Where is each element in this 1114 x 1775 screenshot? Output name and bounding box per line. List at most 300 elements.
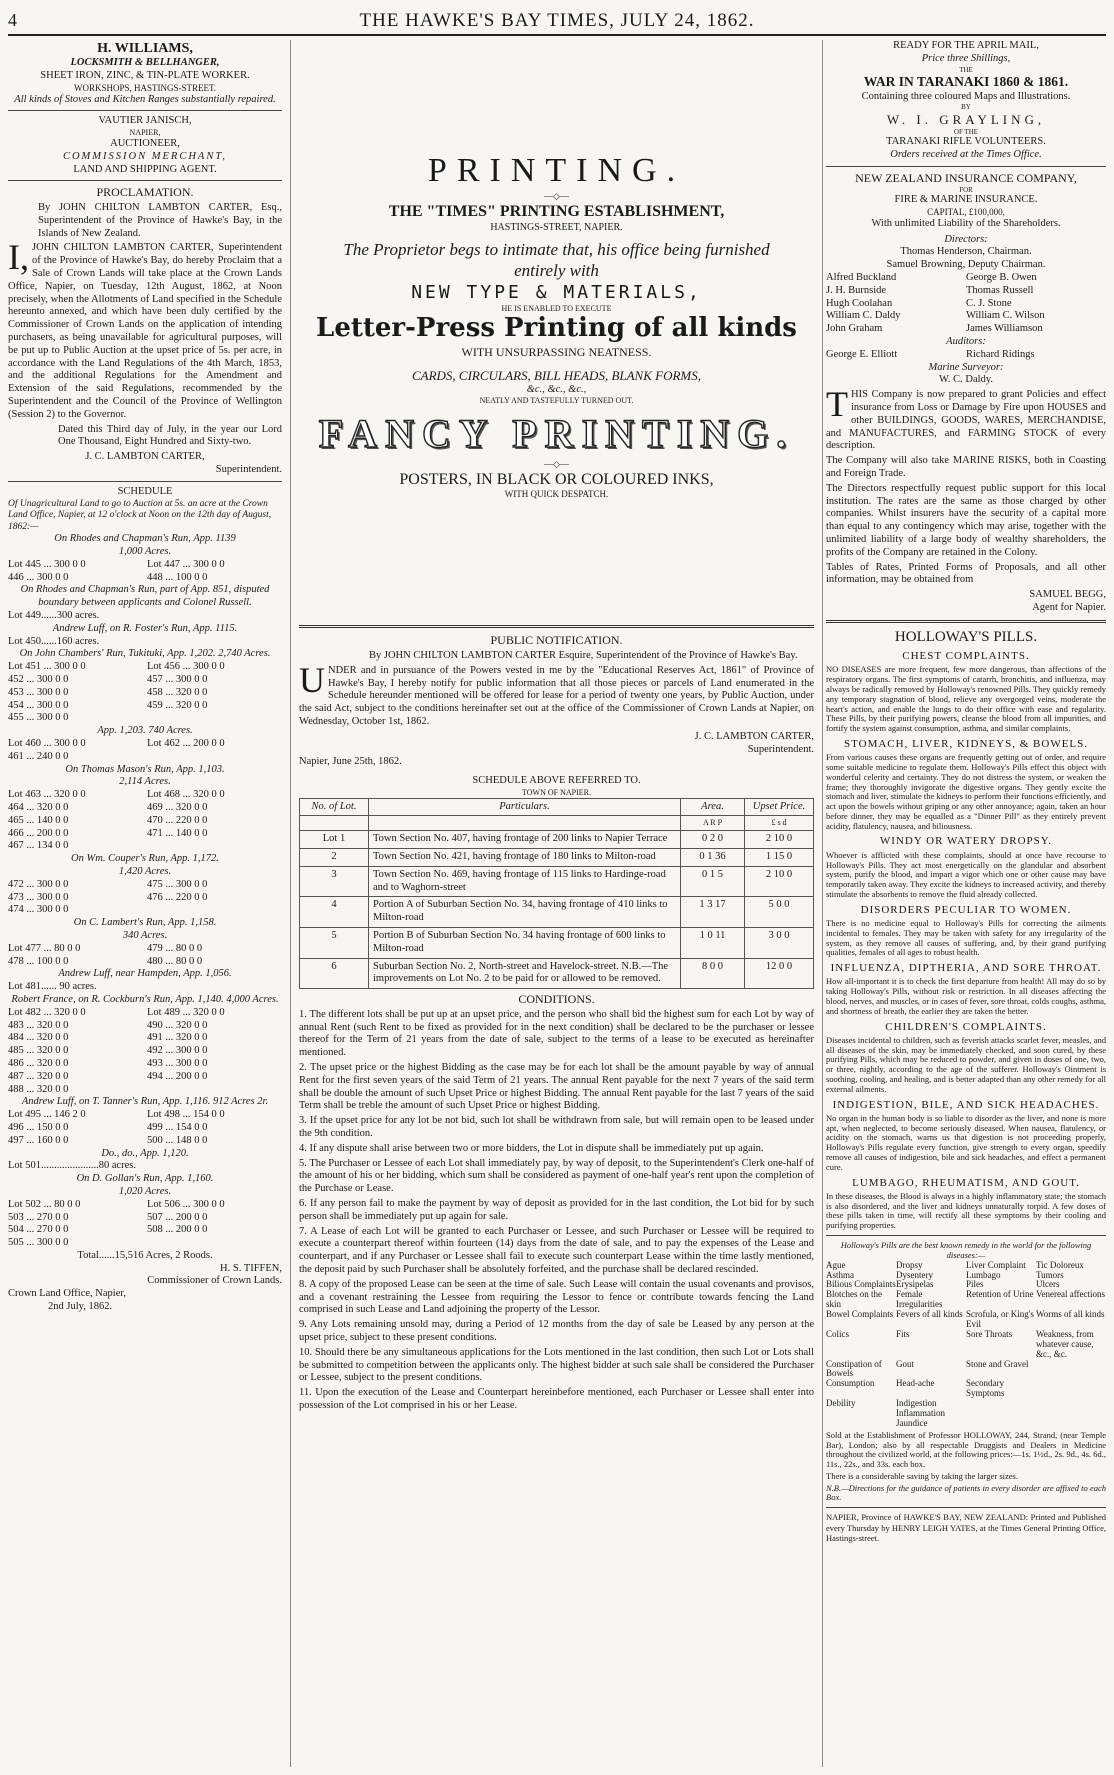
printing-establishment: THE "TIMES" PRINTING ESTABLISHMENT, [388,203,725,221]
disease-item: Erysipelas [896,1279,934,1290]
disease-item: Worms of all kinds [1036,1309,1105,1320]
lot-entry: 469 ... 320 0 0 [147,802,208,813]
lot-entry: Lot 460 ... 300 0 0 [8,738,86,750]
notification-place: Napier, June 25th, 1862. [299,756,402,768]
proclamation-body: I, JOHN CHILTON LAMBTON CARTER, Superintendent of the Province of Hawke's Bay, do hereby Proclaim that a Sale of Crown Lands will take place at the Crown Lands Office, Napier, on Tuesday, 12th August, 1862, at Noon precisely, when the Allotments of Land specified in the Schedule hereunto annexed, and which have been duly certified by the Commissioner of Crown Lands on the application of intending purchasers, as being unavailable for agricultural purposes, will be put up to Public Auction at the upset price of 5s. per acre, in accordance with the Land Regulations of the 4th March, 1853, and the additional Regulations for the Amendment and Extension of the said Regulations, recommended by the Superintendent and the Council of the Province of Wellington (Session 2) to the Governor. [8,237,282,420]
lot-entry: 459 ... 320 0 0 [147,699,208,711]
disease-item [966,1419,1036,1429]
condition: 9. Any Lots remaining unsold may, during a Period of 12 months from the day of sale be Leased by any person at the upset price, subject to these present conditions. [299,1319,814,1343]
notification-title: PUBLIC NOTIFICATION. [490,633,623,648]
condition: 8. A copy of the proposed Lease can be seen at the time of sale. Such Lease will contain the usual covenants and provisos, and a covenant restraining the Lessee from requiring the Lessor to fence or contribute towards fencing the Land comprised in such Lease and Land adjoining the property of the Lessor. [299,1278,814,1316]
disease-item: Indigestion [896,1398,937,1409]
holloway-advert [826,628,1106,1503]
war-author: W. I. GRAYLING, [886,111,1046,127]
lot-entry: 472 ... 300 0 0 [8,878,69,890]
run-heading: On C. Lambert's Run, App. 1,158. [73,917,217,929]
janisch-advert [8,115,282,176]
lot-price: 12 0 0 [745,958,814,989]
lot-entry [147,751,282,764]
lot-entry: 480 ... 80 0 0 [147,955,203,967]
run-lots [8,559,282,585]
unit-area: A R P [681,816,745,831]
lot-entry: 491 ... 320 0 0 [147,1032,208,1044]
lot-area: 1 0 11 [681,927,745,958]
lot-particulars: Town Section No. 469, having frontage of 115 links to Hardinge-road and to Waghorn-street [369,866,681,897]
lot-entry: 494 ... 200 0 0 [147,1070,208,1082]
holloway-text: From various causes these organs are frequently getting out of order, and require some suitable medicine to regulate them. Holloway's Pills effect this object with wonderful celerity and certainty. They do not distress the system, or weaken the frame; they thoroughly invigorate the digestive organs. They gently excite the stomach and liver, stimulate the kidneys to perform their functions efficiently, and act upon the bowels without griping or any other annoyance; again, taken an hour before dinner, they may be equalled as a "Dinner Pill" as they entirely prevent acidity, flatulency, nausea, and biliousness. [826,752,1106,831]
lot-entry: 485 ... 320 0 0 [8,1045,69,1057]
holloway-text: How all-important it is to check the first departure from health! All may do so by taking Holloway's Pills, without risk or restriction. In all diseases affecting the blood, nerves, and muscles, or in cases of fever, sore throat, colds coughs, asthma, and shortness of breath, the earlier they are taken the better. [826,976,1106,1016]
lot-entry [147,1237,282,1250]
lot-entry: 488 ... 320 0 0 [8,1083,69,1095]
williams-trade-2: SHEET IRON, ZINC, & TIN-PLATE WORKER. [40,69,250,81]
run-heading: Andrew Luff, on R. Foster's Run, App. 1115. [52,622,238,634]
run-lots [8,1109,282,1147]
run-heading: App. 1,203. 740 Acres. [97,725,193,737]
lot-entry: Lot 450......160 acres. [8,635,100,647]
condition: 11. Upon the execution of the Lease and Counterpart hereinbefore mentioned, each Purchaser or Lessee shall enter into possession of the Lot comprised in his or her Lease. [299,1387,814,1411]
proclamation-signature: J. C. LAMBTON CARTER, [85,451,205,463]
disease-item: Retention of Urine [966,1289,1034,1300]
col-area: Area. [681,798,745,816]
director-name: John Graham [826,323,883,335]
insurance-surveyor: W. C. Daldy. [938,374,994,386]
lot-particulars: Town Section No. 407, having frontage of 200 links to Napier Terrace [369,831,681,849]
run-lots [8,738,282,764]
lot-price: 3 0 0 [745,927,814,958]
war-of: OF THE [953,127,979,136]
lot-entry: 467 ... 134 0 0 [8,840,69,852]
disease-item: Jaundice [896,1417,928,1428]
disease-item [966,1409,1036,1419]
lot-entry: 453 ... 300 0 0 [8,686,69,698]
holloway-heading: WINDY OR WATERY DROPSY. [879,835,1053,848]
run-heading: On D. Gollan's Run, App. 1,160. [76,1173,214,1185]
lot-entry: Lot 449......300 acres. [8,610,100,622]
lot-entry: Lot 477 ... 80 0 0 [8,942,81,954]
run-lots [8,789,282,853]
disease-item: Venereal affections [1036,1289,1106,1300]
run-heading: On Thomas Mason's Run, App. 1,103. [65,763,225,775]
lot-entry: Lot 482 ... 320 0 0 [8,1006,86,1018]
insurance-auditors-title: Auditors: [946,336,986,347]
lot-entry: 484 ... 320 0 0 [8,1032,69,1044]
lot-entry: 505 ... 300 0 0 [8,1237,69,1249]
disease-item [1036,1409,1106,1419]
insurance-agent-role: Agent for Napier. [1032,601,1106,613]
lot-entry [147,1084,282,1097]
lot-area: 0 1 36 [681,849,745,867]
lot-area: 0 1 5 [681,866,745,897]
director-name: George B. Owen [966,272,1037,284]
disease-item: Tumors [1036,1269,1064,1280]
director-name: Hugh Coolahan [826,297,893,309]
notification-schedule-sub: TOWN OF NAPIER. [522,787,591,797]
schedule-runs [8,533,282,1250]
run-acres: 340 Acres. [122,929,168,941]
williams-name: H. WILLIAMS, [97,41,193,56]
schedule-total: Total......15,516 Acres, 2 Roods. [77,1249,213,1261]
lot-entry [147,840,282,853]
director-name: Thomas Russell [966,284,1034,296]
insurance-chair: Thomas Henderson, Chairman. [900,246,1032,258]
run-heading: Do., do., App. 1,120. [101,1147,189,1159]
notification-body: UNDER and in pursuance of the Powers vested in me by the "Educational Reserves Act, 1861" of Province of Hawke's Bay, I hereby notify for public information that all those pieces or parcels of Land enumerated in the Schedule hereunder mentioned will be offered for lease for a period of twenty one years, by Public Auction, under the said Act, subject to the conditions hereinafter set out at the office of the Commissioner of Crown Lands at Napier, on Wednesday, October 1st, 1862. [299,659,814,727]
lot-entry: 455 ... 300 0 0 [8,712,69,724]
condition: 10. Should there be any simultaneous applications for the Lots mentioned in the last condition, then such Lot or Lots shall be submitted to competition between the applicants only. The highest bidder at such sale shall be considered the Purchaser or Lessee, subject to the present conditions. [299,1346,814,1384]
lot-entry: 483 ... 320 0 0 [8,1019,69,1031]
lot-entry: Lot 445 ... 300 0 0 [8,558,86,570]
insurance-deputy: Samuel Browning, Deputy Chairman. [886,259,1046,271]
col-particulars: Particulars. [369,798,681,816]
conditions-title: CONDITIONS. [518,992,595,1007]
disease-item: Gout [896,1358,914,1369]
lot-entry: 479 ... 80 0 0 [147,942,203,954]
director-name: C. J. Stone [966,297,1012,309]
war-price: Price three Shillings, [921,52,1011,64]
disease-item: Consumption [826,1378,875,1389]
notification-byline: By JOHN CHILTON LAMBTON CARTER Esquire, Superintendent of the Province of Hawke's Bay. [369,649,798,661]
schedule-office: Crown Land Office, Napier, [8,1288,127,1300]
insurance-p1: THIS Company is now prepared to grant Policies and effect insurance from Loss or Damage by Fire upon HOUSES and other BUILDINGS, GOODS, WARES, MERCHANDISE, and MANUFACTURES, and FARMING STOCK of every description. [826,384,1106,452]
war-orders: Orders received at the Times Office. [890,149,1042,161]
disease-item [1036,1419,1106,1429]
insurance-agent: SAMUEL BEGG, [1029,589,1106,601]
williams-address: WORKSHOPS, HASTINGS-STREET. [73,82,217,93]
proclamation-dated: Dated this Third day of July, in the year our Lord One Thousand, Eight Hundred and Sixty-two. [58,423,282,448]
printing-etc: &c., &c., &c., [526,383,587,395]
conditions-list [299,1009,814,1413]
printing-advert: PRINTING. —◇— THE "TIMES" PRINTING ESTABLISHMENT, HASTINGS-STREET, NAPIER. The Proprietor begs to intimate that, his office being furnished entirely with NEW TYPE & MATERIALS, HE IS ENABLED TO EXECUTE Letter-Press Printing of all kinds WITH UNSURPASSING NEATNESS. CARDS, CIRCULARS, BILL HEADS, BLANK FORMS, &c., &c., &c., NEATLY AND TASTEFULLY TURNED OUT. FANCY PRINTING. —◇— POSTERS, IN BLACK OR COLOURED INKS, WITH QUICK DESPATCH. [299,150,814,500]
holloway-heading: INFLUENZA, DIPTHERIA, AND SORE THROAT. [830,962,1102,975]
lot-number: Lot 1 [300,831,369,849]
disease-item [1036,1360,1106,1380]
janisch-town: NAPIER, [129,128,161,138]
run-heading: On Rhodes and Chapman's Run, App. 1139 [54,533,236,545]
lot-number: 2 [300,849,369,867]
lot-area: 8 0 0 [681,958,745,989]
page-number: 4 [8,10,17,30]
williams-note: All kinds of Stoves and Kitchen Ranges substantially repaired. [14,93,276,105]
lot-entry: Lot 498 ... 154 0 0 [147,1109,225,1121]
notification-sig-role: Superintendent. [747,743,814,755]
auditor-name: George E. Elliott [826,348,898,360]
printing-letterpress: Letter-Press Printing of all kinds [316,313,797,344]
lot-entry: 492 ... 300 0 0 [147,1045,208,1057]
lot-entry: Lot 447 ... 300 0 0 [147,558,225,570]
schedule-date: 2nd July, 1862. [48,1301,113,1313]
disease-item: Asthma [826,1269,854,1280]
disease-item [826,1409,896,1419]
lot-particulars: Town Section No. 421, having frontage of 180 links to Milton-road [369,849,681,867]
column-left [8,40,282,1767]
lot-entry: Lot 495 ... 146 2 0 [8,1109,86,1121]
holloway-text: Whoever is afflicted with these complaints, should at once have recourse to Holloway's Pills. They act most energetically on the glandular and absorbent system, purify the blood, and impart a vigor which one or other cause may have temporarily taken away. They excite the kidneys to increased activity, and thereby stimulate the absorbents to remove the fluid already collected. [826,849,1106,899]
lot-entry: 461 ... 240 0 0 [8,750,69,762]
lot-entry: Lot 451 ... 300 0 0 [8,661,86,673]
war-contains: Containing three coloured Maps and Illustrations. [861,90,1071,102]
lot-entry: Lot 502 ... 80 0 0 [8,1198,81,1210]
lot-entry: Lot 462 ... 200 0 0 [147,738,225,750]
disease-item: Fits [896,1328,910,1339]
director-name: J. H. Burnside [826,284,887,296]
janisch-role-3: LAND AND SHIPPING AGENT. [73,163,217,175]
williams-advert [8,40,282,106]
condition: 6. If any person fail to make the payment by way of deposit as provided for in the last condition, the Lot bid for by such person shall be immediately put up again for sale. [299,1197,814,1222]
holloway-sold: Sold at the Establishment of Professor HOLLOWAY, 244, Strand, (near Temple Bar), London; also by all respectable Druggists and Dealers in Medicine throughout the civilized world, at the following prices:—1s. 1½d., 2s. 9d., 4s. 6d., 11s., 22s., and 33s. each box. [826,1429,1106,1470]
lot-entry: 464 ... 320 0 0 [8,802,69,813]
run-lots [8,981,282,994]
diseases-grid [826,1261,1106,1429]
disease-item [826,1419,896,1429]
disease-item [966,1399,1036,1409]
lot-entry: 471 ... 140 0 0 [147,827,208,839]
disease-item: Piles [966,1279,984,1290]
schedule-signature: H. S. TIFFEN, [220,1262,282,1274]
lot-entry: 478 ... 100 0 0 [8,955,69,967]
disease-item: Bilious Complaints [826,1279,896,1290]
lot-entry [147,904,282,917]
condition: 2. The upset price or the highest Bidding as the case may be for each lot shall be the amount payable by way of annual Rent for the first seven years of the said Term of 21 years. The annual Rent payable for the next 7 years of the said term shall be double the amount of such Upset Price or highest Bidding. The annual Rent payable for the last 7 years of the said Term shall be treble the amount of such Upset Price or highest Bidding. [299,1061,814,1112]
insurance-surveyor-title: Marine Surveyor: [928,361,1004,373]
lot-entry: Lot 489 ... 320 0 0 [147,1006,225,1018]
holloway-text: Diseases incidental to children, such as feverish attacks scarlet fever, measles, and all diseases of the skin, may be immediately checked, and soon cured, by these purifying Pills, which may be reduced to powder, and given in doses of one, two, or three, nightly, according to the age of the sufferer. Holloway's Ointment is soothing, cooling, and healing, and is better adapted than any other remedy for all external ailments. [826,1034,1106,1094]
disease-item: Scrofula, or King's Evil [966,1309,1034,1330]
printing-tasteful: NEATLY AND TASTEFULLY TURNED OUT. [479,396,634,406]
printing-address: HASTINGS-STREET, NAPIER. [490,221,623,233]
lot-entry: 470 ... 220 0 0 [147,814,208,826]
disease-item: Stone and Gravel [966,1358,1029,1369]
holloway-heading: DISORDERS PECULIAR TO WOMEN. [860,903,1072,916]
condition: 3. If the upset price for any lot be not bid, such lot shall be withdrawn from sale, but will remain open to be leased under the 9th condition. [299,1115,814,1139]
run-lots [8,661,282,725]
war-ready: READY FOR THE APRIL MAIL, [893,40,1039,51]
disease-item: Weakness, from whatever cause, &c., &c. [1036,1328,1094,1359]
lot-particulars: Suburban Section No. 2, North-street and Havelock-street. N.B.—The improvements on Lot No. 2 to be paid for or allowed to be removed. [369,958,681,989]
lot-entry: 466 ... 200 0 0 [8,827,69,839]
condition: 5. The Purchaser or Lessee of each Lot shall immediately pay, by way of deposit, to the Superintendent's Clerk one-half of the amount of his or her bidding, which sum shall be considered as payment of one-half year's rent upon the completion of the Purchase or Lease. [299,1157,814,1195]
holloway-heading: LUMBAGO, RHEUMATISM, AND GOUT. [852,1176,1080,1189]
run-heading: On Wm. Couper's Run, App. 1,172. [71,853,219,865]
unit-price: £ s d [745,816,814,831]
lot-entry: 486 ... 320 0 0 [8,1057,69,1069]
table-row [300,897,814,928]
war-the: THE [959,65,973,74]
disease-item: Bowel Complaints [826,1309,894,1320]
lot-entry: 503 ... 270 0 0 [8,1211,69,1223]
lot-entry: 458 ... 320 0 0 [147,686,208,698]
run-heading: On John Chambers' Run, Tukituki, App. 1,202. 2,740 Acres. [19,648,271,660]
disease-item: Tic Doloreux [1036,1259,1084,1270]
director-name: William C. Wilson [966,310,1045,322]
disease-item: Blotches on the skin [826,1289,882,1310]
proclamation-sig-role: Superintendent. [215,463,282,475]
williams-trade: LOCKSMITH & BELLHANGER, [70,57,220,69]
printing-cards: CARDS, CIRCULARS, BILL HEADS, BLANK FORMS, [411,367,701,383]
lots-table [299,798,814,990]
insurance-kind: FIRE & MARINE INSURANCE. [894,194,1038,206]
table-row [300,958,814,989]
director-name: James Williamson [966,323,1043,335]
col-price: Upset Price. [745,798,814,816]
lot-entry: 474 ... 300 0 0 [8,904,69,916]
disease-item: Head-ache [896,1378,935,1389]
disease-item: Debility [826,1398,856,1409]
printing-neatness: WITH UNSURPASSING NEATNESS. [461,345,652,360]
printing-enabled: HE IS ENABLED TO EXECUTE [501,303,612,313]
lot-particulars: Portion A of Suburban Section No. 34, having frontage of 410 links to Milton-road [369,897,681,928]
lot-entry: 465 ... 140 0 0 [8,814,69,826]
lot-entry: 508 ... 200 0 0 [147,1224,208,1236]
masthead [8,8,1106,36]
director-name: William C. Daldy [826,310,901,322]
lot-entry: 507 ... 200 0 0 [147,1211,208,1223]
printing-title: PRINTING. [427,152,686,189]
directors-list [826,272,1106,336]
run-lots [8,1007,282,1097]
col-lot: No. of Lot. [300,798,369,816]
lot-entry: Lot 456 ... 300 0 0 [147,661,225,673]
lot-area: 0 2 0 [681,831,745,849]
notification-signature: J. C. LAMBTON CARTER, [694,730,814,742]
war-by: BY [961,103,971,112]
janisch-role: AUCTIONEER, [110,137,180,149]
lot-entry: 490 ... 320 0 0 [147,1019,208,1031]
proclamation-byline: By JOHN CHILTON LAMBTON CARTER, Esq., Superintendent of the Province of Hawke's Bay, in the Islands of New Zealand. [38,202,282,239]
table-row [300,849,814,867]
insurance-p2: The Company will also take MARINE RISKS, both in Coasting and Foreign Trade. [826,455,1106,479]
holloway-list-intro: Holloway's Pills are the best known remedy in the world for the following diseases:— [840,1239,1092,1261]
run-acres: 2,114 Acres. [119,776,171,788]
table-row [300,831,814,849]
condition: 4. If any dispute shall arise between two or more bidders, the Lot in dispute shall be immediately put up again. [299,1142,764,1154]
run-lots [8,1160,282,1173]
lot-entry: 452 ... 300 0 0 [8,674,69,686]
column-right [826,40,1106,1767]
lot-entry: 499 ... 154 0 0 [147,1121,208,1133]
lot-price: 2 10 0 [745,831,814,849]
run-lots [8,943,282,969]
insurance-title: NEW ZEALAND INSURANCE COMPANY, [855,170,1077,185]
insurance-p3: The Directors respectfully request public support for this local institution. The rates are the same as those charged by other companies. Whilst insurers have the security of a capital more than equal to any contingency which may arise, together with the unlimited liability of a large body of wealthy shareholders, the profits of the Company are retained in the Colony. [826,482,1106,558]
holloway-heading: INDIGESTION, BILE, AND SICK HEADACHES. [832,1098,1100,1111]
insurance-p4: Tables of Rates, Printed Forms of Proposals, and all other information, may be obtained from [826,561,1106,586]
director-name: Alfred Buckland [826,272,897,284]
janisch-role-2: COMMISSION MERCHANT, [62,150,228,162]
printing-fancy: FANCY PRINTING. [318,411,795,457]
lot-entry: Lot 481...... 90 acres. [8,981,97,993]
war-corps: TARANAKI RIFLE VOLUNTEERS. [886,136,1046,148]
holloway-saving: There is a considerable saving by taking the larger sizes. [826,1470,1018,1481]
disease-item: Colics [826,1328,850,1339]
auditors-list [826,349,1106,362]
column-center [290,40,823,1767]
insurance-directors-title: Directors: [944,233,988,245]
lot-entry: 476 ... 220 0 0 [147,891,208,903]
run-heading: On Rhodes and Chapman's Run, part of App. 851, disputed boundary between applicants and Colonel Russell. [20,584,270,609]
lot-entry: 504 ... 270 0 0 [8,1224,69,1236]
run-heading: Andrew Luff, near Hampden, App. 1,056. [58,968,232,980]
holloway-nb: N.B.—Directions for the guidance of patients in every disorder are affixed to each Box. [826,1482,1106,1503]
lot-area: 1 3 17 [681,897,745,928]
insurance-advert [826,171,1106,272]
lot-entry: 446 ... 300 0 0 [8,571,69,583]
lot-entry: 457 ... 300 0 0 [147,674,208,686]
printing-intro: The Proprietor begs to intimate that, his office being furnished entirely with [343,240,770,280]
war-title: WAR IN TARANAKI 1860 & 1861. [863,74,1069,90]
printing-despatch: WITH QUICK DESPATCH. [504,489,609,500]
lot-entry [147,712,282,725]
insurance-for: FOR [959,185,973,194]
notification-schedule-title: SCHEDULE ABOVE REFERRED TO. [472,775,641,787]
lot-entry: 448 ... 100 0 0 [147,571,208,583]
run-acres: 1,000 Acres. [118,546,172,558]
lot-number: 6 [300,958,369,989]
disease-item: Constipation of Bowels [826,1358,882,1379]
lot-number: 3 [300,866,369,897]
run-heading: Andrew Luff, on T. Tanner's Run, App. 1,116. 912 Acres 2r. [21,1096,269,1108]
condition: 1. The different lots shall be put up at an upset price, and the person who shall bid the highest sum for each Lot by way of annual Rent (such Rent to be fixed as provided for in the next condition) shall be declared to be the purchaser or lessee thereof for the Term of 21 years from the date of sale, subject to the terms of a lease to be executed as hereinafter mentioned. [299,1008,814,1059]
insurance-liability: With unlimited Liability of the Shareholders. [871,217,1061,229]
schedule-sig-role: Commissioner of Crown Lands. [147,1275,282,1287]
table-row [300,866,814,897]
lot-price: 5 0 0 [745,897,814,928]
printing-new-type: NEW TYPE & MATERIALS, [411,281,702,303]
war-advert [826,40,1106,162]
disease-item: Ulcers [1036,1279,1060,1290]
holloway-sections [826,650,1106,1231]
lot-entry: 493 ... 300 0 0 [147,1057,208,1069]
lot-number: 5 [300,927,369,958]
holloway-text: NO DISEASES are more frequent, few more dangerous, than affections of the respiratory organs. The first symptoms of catarrh, bronchitis, and influenza, may always be radically removed by Holloway's renowned Pills. They quickly remedy any temporary stagnation of blood, relieve any overgorged veins, moderate the heart's action, and enable the lungs to do their office with ease and regularity. These Pills, by their purifying powers, cleanse the blood from all impurities, and fortify the system against consumption, asthma, and similar complaints. [826,664,1106,734]
newspaper-title: THE HAWKE'S BAY TIMES, JULY 24, 1862. [359,10,755,31]
lot-particulars: Portion B of Suburban Section No. 34 having frontage of 600 links to Milton-road [369,927,681,958]
schedule-title: SCHEDULE [117,485,173,497]
holloway-text: In these diseases, the Blood is always in a highly inflammatory state; the stomach is also disordered, and the liver and kidneys unnaturally torpid. A few doses of these pills taken in time, will rectify all these symptoms by their cooling and purifying properties. [826,1190,1106,1231]
disease-item: Lumbago [966,1269,1001,1280]
lot-entry: Lot 501......................80 acres. [8,1160,137,1172]
table-row [300,927,814,958]
holloway-text: There is no medicine equal to Holloway's Pills for correcting the ailments incidental to females. They may be taken with safety for any irregularity of the system, as they remove all causes of suffering, and, by their grand purifying qualities, females of all ages to robust health. [826,917,1106,958]
run-lots [8,636,282,649]
lot-entry: 487 ... 320 0 0 [8,1070,69,1082]
auditor-name: Richard Ridings [966,348,1035,360]
disease-item: Dropsy [896,1259,923,1270]
schedule-sub: Of Unagricultural Land to go to Auction at 5s. an acre at the Crown Land Office, Napier, at 12 o'clock at Noon on the 12th day of August, 1862:— [8,498,272,532]
run-lots [8,1199,282,1250]
lot-entry: 454 ... 300 0 0 [8,699,69,711]
disease-item: Sore Throats [966,1328,1013,1339]
holloway-heading: CHEST COMPLAINTS. [902,650,1030,663]
lot-entry: 500 ... 148 0 0 [147,1134,208,1146]
lot-entry: 475 ... 300 0 0 [147,878,208,890]
disease-item: Female Irregularities [896,1289,943,1310]
lot-price: 2 10 0 [745,866,814,897]
holloway-title: HOLLOWAY'S PILLS. [894,628,1038,645]
printing-posters: POSTERS, IN BLACK OR COLOURED INKS, [399,470,714,488]
imprint: NAPIER, Province of HAWKE'S BAY, NEW ZEALAND: Printed and Published every Thursday by HENRY LEIGH YATES, at the Times General Printing Office, Hastings-street. [826,1512,1106,1543]
lot-price: 1 15 0 [745,849,814,867]
proclamation-title: PROCLAMATION. [96,185,194,200]
disease-item [1036,1399,1106,1409]
lot-entry: Lot 463 ... 320 0 0 [8,789,86,801]
insurance-capital: CAPITAL, £100,000, [927,206,1005,217]
disease-item [1036,1379,1106,1399]
holloway-text: No organ in the human body is so liable to disorder as the liver, and none is more apt, when neglected, to become seriously diseased. When nausea, flatulency, or acidity on the stomach, warns us that digestion is not proceeding properly, Holloway's Pills regulate every function, give strength to every organ, speedily remove all causes of indigestion, bile and sick headaches, and effect a permanent cure. [826,1112,1106,1172]
disease-item: Fevers of all kinds [896,1309,963,1320]
disease-item: Dysentery [896,1269,933,1280]
run-lots [8,610,282,623]
